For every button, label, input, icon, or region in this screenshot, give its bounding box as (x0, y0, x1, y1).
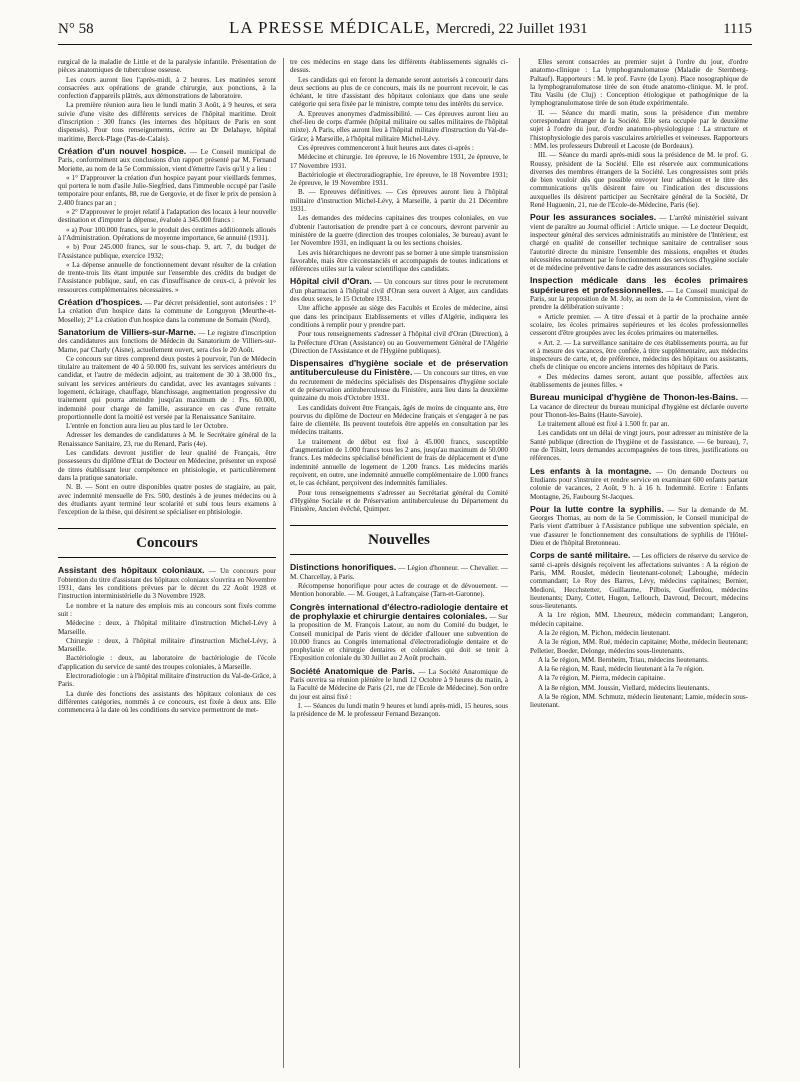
paragraph: Electroradiologie : un à l'hôpital militaire d'instruction du Val-de-Grâce, à Paris. (58, 672, 276, 689)
paragraph: « Art. 2. — La surveillance sanitaire de ces établissements pourra, au fur et à mesure des vacances, être confiée, à titre supplémentaire, aux médecins inspecteurs de carte, et, de préférence, médecins des hôpitaux ou assistants, chefs de clinique ou encore anciens internes des hôpitaux de Paris. (530, 338, 748, 372)
paragraph: « Des médecins dames seront, autant que possible, affectées aux établissements de jeunes filles. » (530, 372, 748, 389)
list-item: « a) Pour 100.000 francs, sur le produit des centimes additionnels alloués à l'Administration. Opérations de moyenne importance, 6e annuité (1931). (58, 225, 276, 242)
section-heading-concours: Concours (58, 528, 276, 558)
paragraph: III. — Séance du mardi après-midi sous la présidence de M. le prof. G. Roussy, président de la Société. Elle est réservée aux communications diverses des membres étrangers de la Société. Les congressistes sont priés de bien vouloir dès que possible envoyer leur adhésion et le titre des communications qu'ils désirent faire ou l'indication des discussions auxquelles ils désirent participer au Secrétaire général de la Société, Dr René Huguenin, 21, rue de l'Ecole-de-Médecine, Paris (6e). (530, 151, 748, 210)
article-title: Création d'un nouvel hospice. (58, 145, 187, 156)
issue-number: N° 58 (58, 21, 94, 37)
paragraph: Médecine : deux, à l'hôpital militaire d'instruction Michel-Lévy à Marseille. (58, 619, 276, 636)
paragraph: Une affiche apposée au siège des Facultés et Ecoles de médecine, ainsi que dans les principaux Etablissements et villes d'Algérie, indiquera les conditions à remplir pour y prendre part. (290, 304, 508, 329)
paragraph: B. — Epreuves définitives. — Ces épreuves auront lieu à l'hôpital militaire d'instruction Michel-Lévy, à Marseille, à partir du 21 Décembre 1931. (290, 188, 508, 214)
article-body: — Sur la proposition de M. François Latour, au nom du Comité du budget, le Conseil municipal de Paris vient de décider d'allouer une subvention de 10.000 francs au Congrès international d'électroradiologie dentaire et de prophylaxie et chirurgie dentaires et coloniales qui doit se tenir à l'Exposition coloniale du 30 Juillet au 2 Août prochain. (290, 612, 508, 663)
paragraph: A la 1re région, MM. Lheureux, médecin commandant; Langeron, médecin capitaine. (530, 611, 748, 628)
paragraph: Elles seront consacrées au premier sujet à l'ordre du jour, d'ordre anatomo-clinique : La lymphogranulomatose (Maladie de Sternberg-Paltauf). Rapporteurs : M. le prof. Favre (de Lyon). Place nosographique de la lymphogranulomatose tirée de son étude anatomo-clinique. M. le prof. Titu Vasilu (de Cluj) : Conception étiologique et pathogénique de la lymphogranulomatose tirée de son étude expérimentale. (530, 58, 748, 108)
paragraph: Le traitement alloué est fixé à 1.500 fr. par an. (538, 420, 670, 429)
paragraph: A la 3e région, MM. Rué, médecin capitaine; Mothe, médecin lieutenant; Pelletier, Boeder, Delonge, médecins sous-lieutenants. (530, 638, 748, 655)
article-body: — Un concours pour l'obtention du titre d'assistant des hôpitaux coloniaux s'ouvrira en Novembre 1931, dans les conditions prévues par le décret du 22 Août 1928 et l'instruction interministérielle du 3 Novembre 1928. (58, 567, 276, 601)
article-title: Sanatorium de Villiers-sur-Marne. (58, 326, 196, 337)
paragraph: La première réunion aura lieu le lundi matin 3 Août, à 9 heures, et sera suivie d'une visite des différents services de l'hôpital maritime. Droit d'inscription : 300 francs (les internes des hôpitaux de Paris en sont dispensés). Pour tous renseignements, écrire au Dr Delahaye, hôpital maritime, Berck-Plage (Pas-de-Calais). (58, 101, 276, 143)
paragraph: La durée des fonctions des assistants des hôpitaux coloniaux de ces différentes catégories, nommés à ce concours, est fixée à deux ans. Elle commencera à la date où les conditions du service permettront de met- (58, 689, 276, 715)
paragraph: Les avis hiérarchiques ne devront pas se borner à une simple transmission favorable, mais être circonstanciés et accompagnés de toutes indications et références utiles sur la valeur scientifique des candidats. (290, 248, 508, 274)
column-2 (290, 58, 508, 1068)
paragraph: A la 2e région, M. Pichon, médecin lieutenant. (538, 629, 671, 637)
article-body: — La vacance de directeur du bureau municipal d'hygiène est déclarée ouverte pour Thonon-les-Bains (Haute-Savoie). (530, 394, 748, 419)
paragraph: Le nombre et la nature des emplois mis au concours sont fixés comme suit : (58, 601, 276, 618)
article-body: — On demande Docteurs ou Etudiants pour s'instruire et rendre service en examinant 600 enfants partant colonie de vacances, 2 Août, 9 h. à 16 h. Indemnité. Ecrire : Enfants Montagne, 26, Faubourg St-Jacques. (530, 467, 748, 501)
paragraph: Les candidats doivent être Français, âgés de moins de cinquante ans, être pourvus du diplôme de Docteur en Médecine français et s'engager à ne pas faire de clientèle. Ils peuvent toutefois être appelés en consultation par les médecins traitants. (290, 403, 508, 437)
paragraph: II. — Séance du mardi matin, sous la présidence d'un membre correspondant étranger de la Société. Elle sera occupée par le deuxième sujet à l'ordre du jour, d'ordre anatomo-physiologique : La structure et l'histophysiologie des parois vasculaires artérielles et veineuses. Rapporteurs : MM. les professeurs Dubreuil et Lacoste (de Bordeaux). (530, 108, 748, 150)
article-body: — Par décret présidentiel, sont autorisées : 1° La création d'un hospice dans la commune de Longuyon (Meurthe-et-Moselle); 2° La création d'un hospice dans la commune de Somain (Nord). (58, 299, 276, 324)
paragraph: Les demandes des médecins capitaines des troupes coloniales, en vue d'obtenir l'autorisation de prendre part à ce concours, devront parvenir au ministère de la guerre (direction des troupes coloniales, 3e bureau) avant le 1er Novembre 1931, en indiquant la ou les sections choisies. (290, 214, 508, 248)
paragraph: Pour tous renseignements s'adresser à l'hôpital civil d'Oran (Direction), à la Préfecture d'Oran (Assistance) ou au Gouvernement Général de l'Algérie (Direction de l'Assistance et de l'Hygiène publiques). (290, 330, 508, 355)
article-title: Inspection médicale dans les écoles primaires supérieures et professionnelles. (530, 275, 748, 295)
paragraph: Les candidats ont un délai de vingt jours, pour adresser au ministère de la Santé publique (direction de l'hygiène et de l'assistance. — 6e bureau), 7, rue de Tilsitt, leurs demandes accompagnées de tous titres, justifications ou références. (530, 429, 748, 463)
column-rule (519, 58, 520, 1068)
paragraph: Le traitement de début est fixé à 45.000 francs, susceptible d'augmentation de 1.000 francs tous les 2 ans, jusqu'au maximum de 50.000 francs. Les médecins spécialisé bénéficient de frais de déplacement et d'une indemnité annuelle de logement de 1.200 francs. Les médecins mariés reçoivent, en outre, une indemnité annuelle complémentaire de 1.000 francs et, le cas échéant, perçoivent des indemnités familiales. (290, 437, 508, 488)
article-title: Congrès international d'électro-radiologie dentaire et de prophylaxie et chirurgie dentaires coloniales. (290, 601, 508, 621)
paragraph: Pour tous renseignements s'adresser au Secrétariat général du Comité d'Hygiène Sociale et de Préservation antituberculeuse du Département du Finistère, Ancien évêché, Quimper. (290, 488, 508, 514)
issue-date: Mercredi, 22 Juillet 1931 (436, 21, 588, 37)
paragraph: A la 6e région, M. Raul, médecin lieutenant à la 7e région. (538, 665, 705, 674)
paragraph: Ces épreuves commenceront à huit heures aux dates ci-après : (298, 143, 474, 152)
column-1 (58, 58, 276, 1068)
paragraph: Les candidats qui en feront la demande seront autorisés à concourir dans deux sections au plus de ce concours, mais ils ne pourront recevoir, le cas échéant, le titre d'assistant des hôpitaux coloniaux que dans une seule catégorie qui sera fixée par le ministre, compte tenu des intérêts du service. (290, 75, 508, 109)
section-heading-nouvelles: Nouvelles (290, 525, 508, 555)
paragraph: L'entrée en fonction aura lieu au plus tard le 1er Octobre. (66, 422, 229, 431)
page-header (58, 18, 752, 45)
paragraph: A la 8e région, MM. Joussin, Viellard, médecins lieutenants. (538, 683, 710, 692)
paragraph: A la 5e région, MM. Bernheim, Triau, médecins lieutenants. (538, 655, 709, 664)
paragraph: Les cours auront lieu l'après-midi, à 2 heures. Les matinées seront consacrées aux opérations de grande chirurgie, aux ponctions, à la confection d'appareils plâtrés, aux démonstrations de laboratoire. (58, 75, 276, 101)
list-item: « b) Pour 245.000 francs, sur le sous-chap. 9, art. 7, du budget de l'Assistance publique, exercice 1932; (58, 243, 276, 260)
article-title: Société Anatomique de Paris. (290, 665, 415, 676)
list-item: « 1° D'approuver la création d'un hospice payant pour vieillards femmes, qui portera le nom d'asile Julie-Siegfried, dans l'immeuble occupé par l'asile temporaire pour enfants, 88, rue de Gergovie, et de fixer le prix de pension à 2.400 francs par an ; (58, 173, 276, 207)
paragraph: « Article premier. — A titre d'essai et à partir de la prochaine année scolaire, les écoles primaires supérieures et les écoles professionnelles cesseront d'être groupées avec les écoles primaires ou maternelles. (530, 312, 748, 338)
article-title: Distinctions honorifiques. (290, 562, 397, 573)
paragraph: Médecine et chirurgie. 1re épreuve, le 16 Novembre 1931, 2e épreuve, le 17 Novembre 1931. (290, 153, 508, 170)
paragraph: Bactériologie et électroradiographie, 1re épreuve, le 18 Novembre 1931; 2e épreuve, le 19 Novembre 1931. (290, 170, 508, 188)
article-body: — Un concours sur titres, en vue du recrutement de médecins spécialisés des Dispensaires d'hygiène sociale et de préservation antituberculeuse du Finistère, aura lieu dans la deuxième quinzaine du mois d'Octobre 1931. (290, 369, 508, 403)
article-title: Création d'hospices. (58, 297, 143, 308)
paragraph: Chirurgie : deux, à l'hôpital militaire d'instruction Michel-Lévy, à Marseille. (58, 636, 276, 654)
list-item: « La dépense annuelle de fonctionnement devant résulter de la création de trente-trois lits étant imputée sur l'ensemble des crédits du budget de l'Assistance publique, sauf, en cas d'insuffisance de ceux-ci, à prévoir les ressources complémentaires nécessaires. » (58, 260, 276, 294)
article-body: — La Société Anatomique de Paris ouvrira sa réunion plénière le lundi 12 Octobre à 9 heures du matin, à la Faculté de Médecine de Paris (21, rue de l'Ecole de Médecine). Son ordre du jour est ainsi fixé : (290, 667, 508, 701)
article-title: Corps de santé militaire. (530, 550, 631, 561)
article-title: Les enfants à la montagne. (530, 465, 652, 476)
journal-name: LA PRESSE MÉDICALE, (229, 18, 431, 37)
article-body: — L'arrêté ministériel suivant vient de paraître au Journal officiel : Article unique. — Le docteur Dequidt, inspecteur général des services administratifs au ministère de l'Intérieur, est chargé en qualité de conseiller technique sanitaire de centraliser sous l'autorité directe du ministre l'ensemble des missions, enquêtes et études nécessitées notamment par le fonctionnement des services d'hygiène sociale et de médecine préventive dans le cadre des assurances sociales. (530, 214, 748, 273)
column-rule (283, 58, 284, 1068)
article-title: Assistant des hôpitaux coloniaux. (58, 565, 205, 576)
article-body: — Légion d'honneur. — Chevalier. — M. Charcellay, à Paris. (290, 564, 508, 581)
list-item: « 2° D'approuver le projet relatif à l'adaptation des locaux à leur nouvelle destination et d'imputer la dépense, évaluée à 345.000 francs : (58, 208, 276, 225)
article-title: Dispensaires d'hygiène sociale et de préservation antituberculeuse du Finistère. (290, 358, 508, 378)
journal-title (229, 18, 588, 38)
paragraph: Récompense honorifique pour actes de courage et de dévouement. — Mention honorable. — M. Gouget, à Lafrançaise (Tarn-et-Garonne). (290, 582, 508, 599)
column-3 (530, 58, 748, 1068)
paragraph: A la 9e région, MM. Schmutz, médecin lieutenant; Lamie, médecin sous-lieutenant. (530, 693, 748, 710)
paragraph: Ce concours sur titres comprend deux postes à pourvoir, l'un de Médecin titulaire au traitement de 40 à 50.000 frs, suivant les services antérieurs du candidat, et l'autre de médecin adjoint, au traitement de 30 à 38.000 frs., suivant les services antérieurs du candidat, avec les avantages suivants : logement, éclairage, chauffage, blanchissage, augmentation progressive du traitement qui pourra atteindre jusqu'au maximum de : Frs. 60.000, indemnité pour charge de famille, assurance en cas d'une retraite proportionnelle dont la moitié est versée par la Renaissance Sanitaire. (58, 354, 276, 421)
paragraph: I. — Séances du lundi matin 9 heures et lundi après-midi, 15 heures, sous la présidence de M. le professeur Fernand Bezançon. (290, 701, 508, 719)
article-title: Pour la lutte contre la syphilis. (530, 503, 664, 514)
article-lead: — Le Conseil municipal de Paris, conformément aux conclusions d'un rapport présenté par M. Fernand Moriette, au nom de la 5e Commission, vient d'émettre l'avis qu'il y a lieu : (58, 147, 276, 173)
article-body: — Un concours sur titres pour le recrutement d'un pharmacien à l'hôpital civil d'Oran sera ouvert à Alger, aux candidats des deux sexes, le 15 Octobre 1931. (290, 278, 508, 304)
paragraph: Bactériologie : deux, au laboratoire de bactériologie de l'école d'application du service de santé des troupes coloniales, à Marseille. (58, 654, 276, 671)
paragraph: rurgical de la maladie de Little et de la paralysie infantile. Présentation de pièces anatomiques de tuberculose osseuse. (58, 58, 276, 75)
paragraph: tre ces médecins en stage dans les différents établissements signalés ci-dessus. (290, 58, 508, 75)
paragraph: N. B. — Sont en outre disponibles quatre postes de stagiaire, au pair, avec indemnité mensuelle de Frs. 500, destinés à de jeunes médecins ou à des étudiants ayant terminé leur scolarité et subi tous leurs examens à l'exception de la thèse, qui désirent se spécialiser en phtisiologie. (58, 483, 276, 517)
paragraph: Les candidats devront justifier de leur qualité de Français, être possesseurs du diplôme d'Etat de Docteur en Médecine, présenter un exposé de titres établissant leur compétence en phtisiologie, et particulièrement dans la pratique sanatoriale. (58, 449, 276, 482)
article-body: — Les officiers de réserve du service de santé ci-après désignés reçoivent les affectations suivantes : A la région de Paris, MM. Rouslet, médecin lieutenant-colonel; Laboughe, médecin commandant; Le Roy des Barres, Lévy, médecins capitaines; Bernier, Medioni, Hecchstetter, Guillaume, Pilbois, Gueffenlou, médecins lieutenants; Dany, Cottet, Hugon, Lellouch, Davroud, Decourt, médecins sous-lieutenants. (530, 552, 748, 611)
paragraph: A. Epreuves anonymes d'admissibilité. — Ces épreuves auront lieu au chef-lieu de corps d'armée (hôpital militaire ou salles militaires de l'hôpital mixte). A Paris, elles auront lieu à l'hôpital militaire d'instruction du Val-de-Grâce; à Marseille, à l'hôpital militaire Michel-Lévy. (290, 109, 508, 143)
page-number: 1115 (723, 21, 752, 37)
article-title: Hôpital civil d'Oran. (290, 276, 372, 287)
article-title: Pour les assurances sociales. (530, 212, 657, 223)
article-title: Bureau municipal d'hygiène de Thonon-les-Bains. (530, 392, 739, 403)
article-body: — Le registre d'inscription des candidatures aux fonctions de Médecin du Sanatorium de Villiers-sur-Marne, par Charly (Aisne), actuellement ouvert, sera clos le 20 Août. (58, 328, 276, 354)
paragraph: A la 7e région, M. Pierra, médecin capitaine. (538, 674, 666, 683)
article-body: — Le Conseil municipal de Paris, sur la proposition de M. Joly, au nom de la 4e Commission, vient de prendre la délibération suivante : (530, 286, 748, 312)
article-body: — Sur la demande de M. Georges Thomas, au nom de la 5e Commission, le Conseil municipal de Paris vient d'attribuer à l'Assistance publique une subvention spéciale, en vue d'assurer le fonctionnement des consultations de syphilis de l'Hôtel-Dieu et de l'hôpital Bretonneau. (530, 505, 748, 548)
paragraph: Adresser les demandes de candidatures à M. le Secrétaire général de la Renaissance Sanitaire, 23, rue du Renard, Paris (4e). (58, 431, 276, 448)
